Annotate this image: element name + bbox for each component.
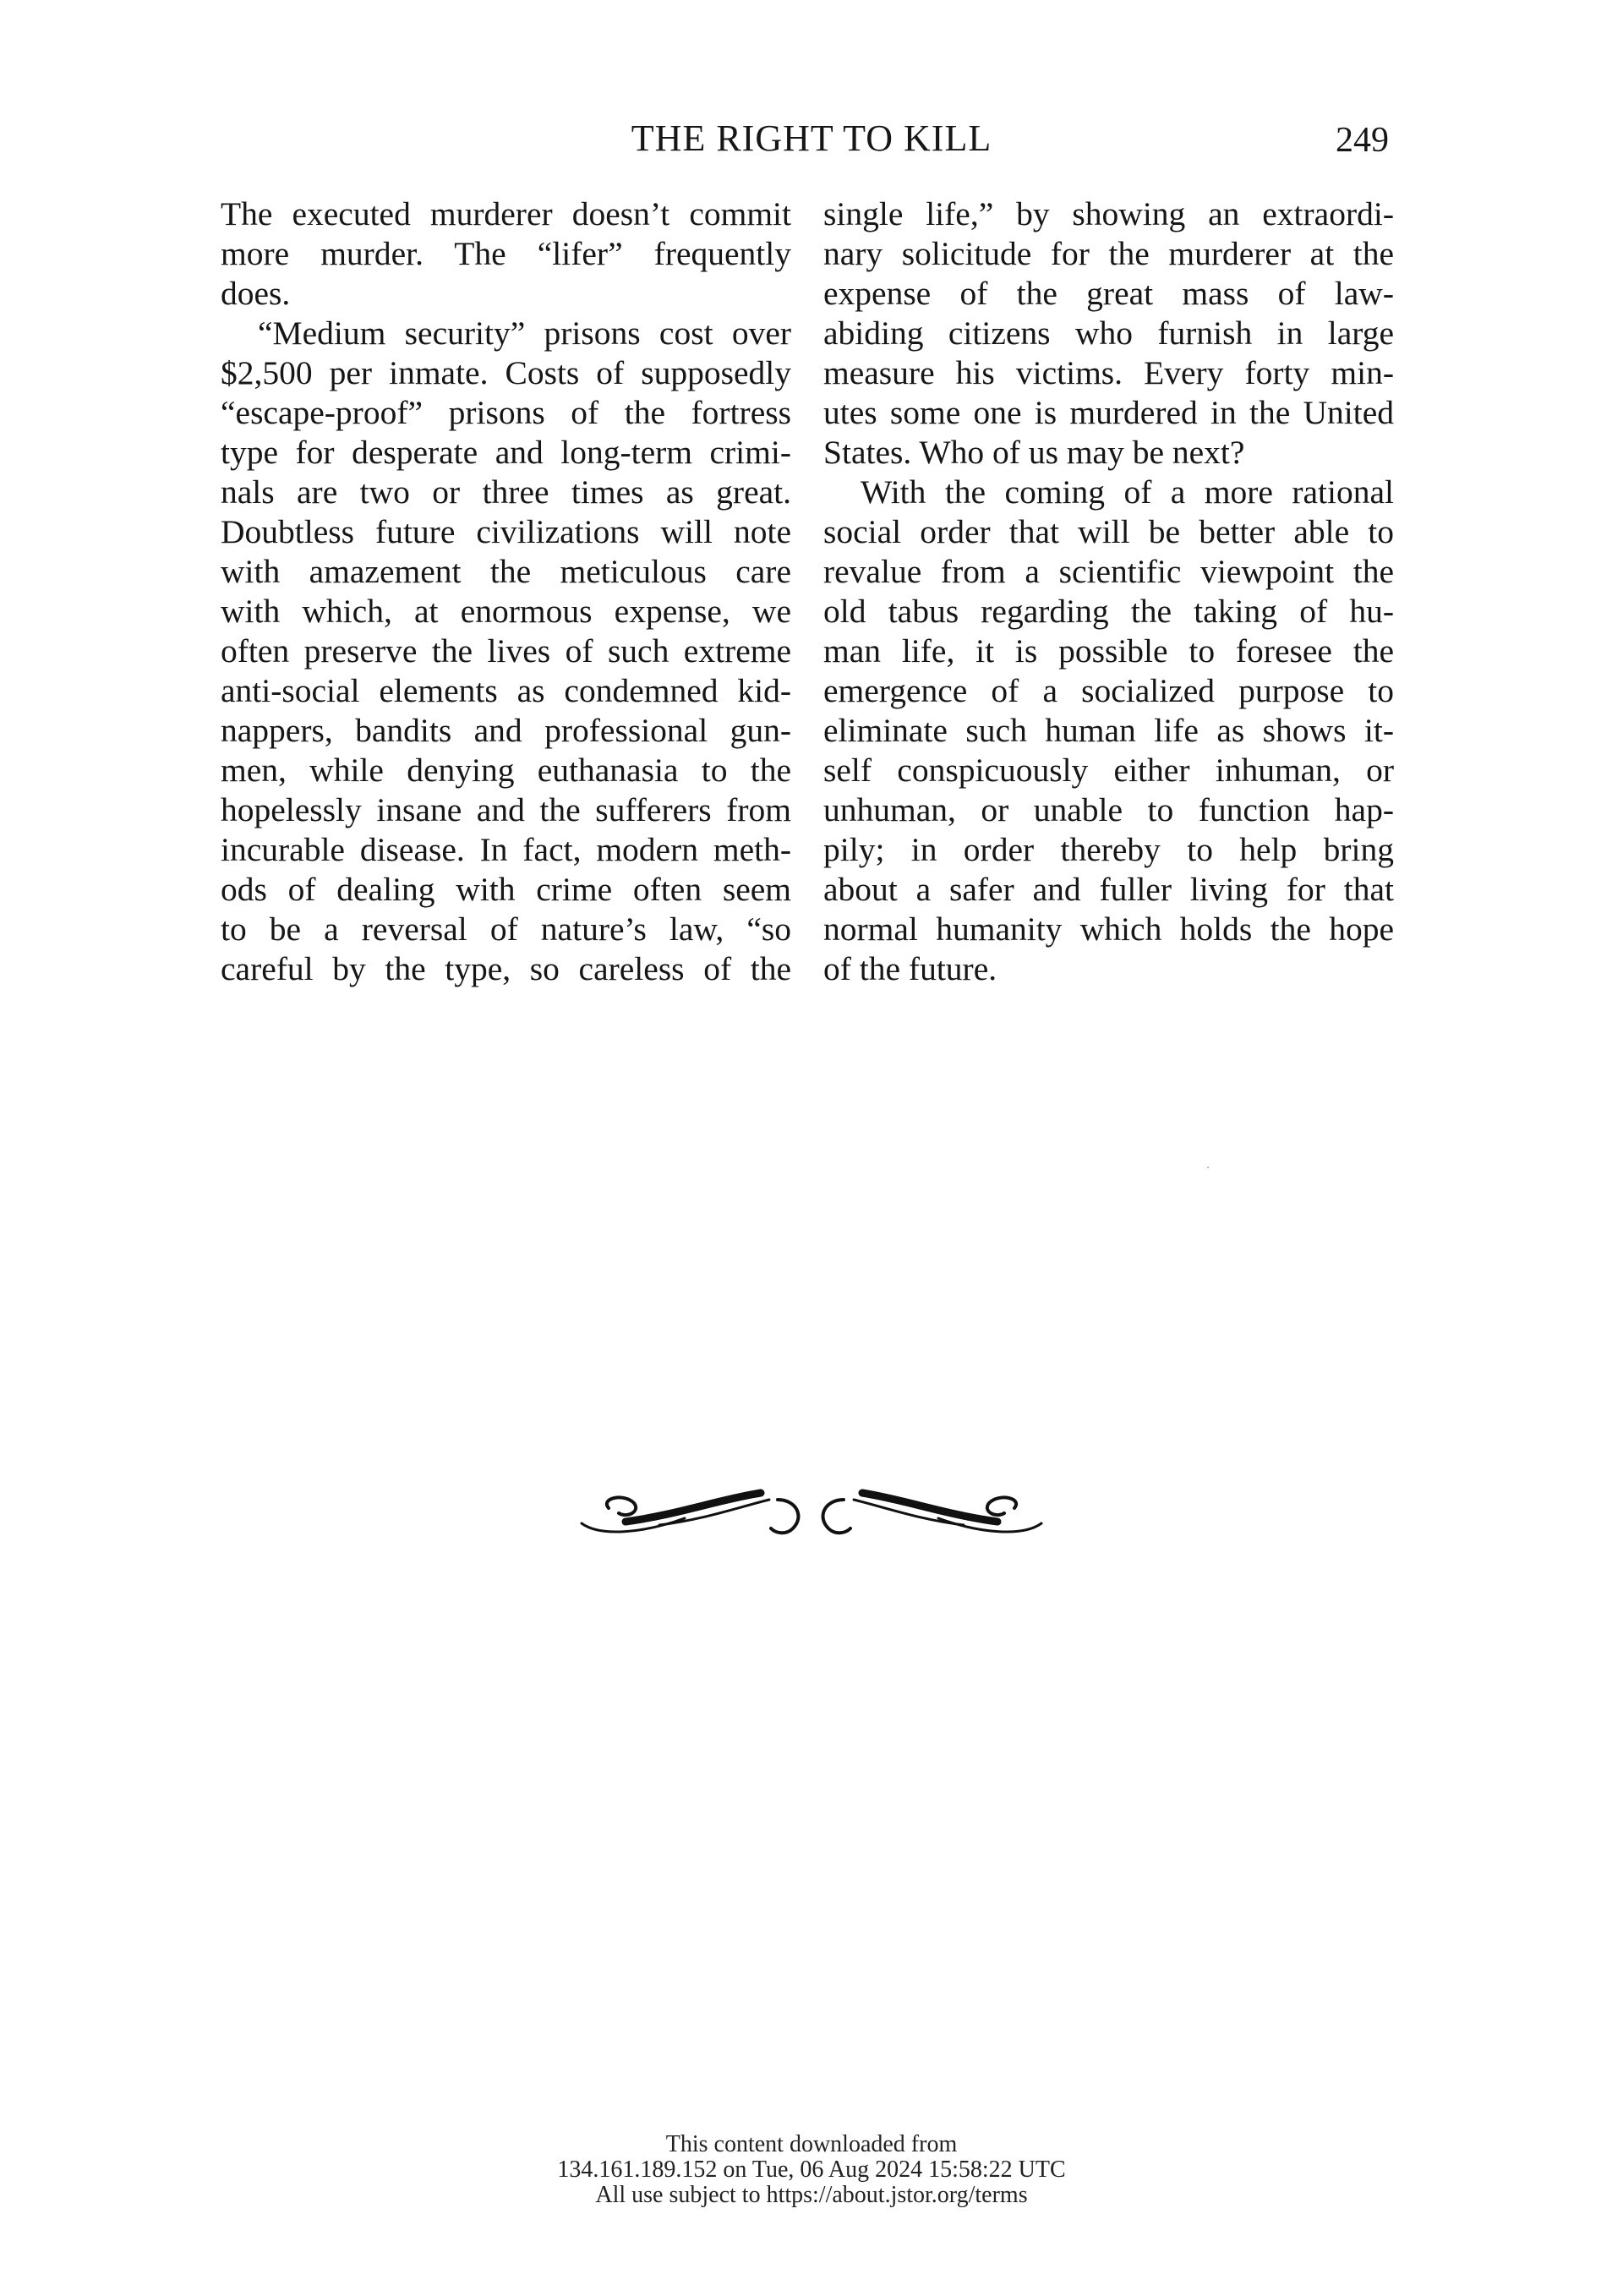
text-line: man life, it is possible to foresee the <box>823 632 1394 670</box>
text-line: abiding citizens who furnish in large <box>823 314 1394 352</box>
text-line: measure his victims. Every forty min- <box>823 354 1394 391</box>
text-line: “Medium security” prisons cost over <box>258 314 791 352</box>
right-column <box>823 194 1394 989</box>
text-line: pily; in order thereby to help bring <box>823 831 1394 868</box>
text-line: States. Who of us may be next? <box>823 434 1245 471</box>
text-line: old tabus regarding the taking of hu- <box>823 593 1394 630</box>
text-line: anti-social elements as condemned kid- <box>221 672 791 709</box>
download-notice-line: This content downloaded from <box>665 2131 958 2157</box>
text-line: to be a reversal of nature’s law, “so <box>221 910 791 948</box>
text-line: more murder. The “lifer” frequently <box>221 235 791 272</box>
text-line: of the future. <box>823 950 997 987</box>
text-line: With the coming of a more rational <box>861 473 1394 511</box>
text-line: nary solicitude for the murderer at the <box>823 235 1394 272</box>
running-title: THE RIGHT TO KILL <box>631 118 992 159</box>
text-line: careful by the type, so careless of the <box>221 950 791 987</box>
text-line: ods of dealing with crime often seem <box>221 871 791 908</box>
text-line: self conspicuously either inhuman, or <box>823 752 1394 789</box>
text-line: with which, at enormous expense, we <box>221 593 791 630</box>
text-line: revalue from a scientific viewpoint the <box>823 553 1394 590</box>
text-line: hopelessly insane and the sufferers from <box>221 791 791 828</box>
text-line: does. <box>221 275 291 312</box>
text-line: about a safer and fuller living for that <box>823 871 1394 908</box>
text-line: eliminate such human life as shows it- <box>823 712 1394 749</box>
text-line: with amazement the meticulous care <box>221 553 791 590</box>
download-notice-line: 134.161.189.152 on Tue, 06 Aug 2024 15:58:22 UTC <box>557 2157 1066 2183</box>
left-column <box>221 194 791 989</box>
text-line: normal humanity which holds the hope <box>823 910 1394 948</box>
text-line: single life,” by showing an extraordi- <box>823 195 1394 232</box>
text-line: type for desperate and long-term crimi- <box>221 434 791 471</box>
text-line: emergence of a socialized purpose to <box>823 672 1394 709</box>
scan-speck <box>1207 1167 1209 1168</box>
text-line: utes some one is murdered in the United <box>823 394 1394 431</box>
text-line: expense of the great mass of law- <box>823 275 1394 312</box>
text-line: nals are two or three times as great. <box>221 473 791 511</box>
text-line: “escape-proof” prisons of the fortress <box>221 394 791 431</box>
scroll-flourish-ornament-icon <box>575 1474 1048 1550</box>
text-line: The executed murderer doesn’t commit <box>221 195 791 232</box>
text-line: Doubtless future civilizations will note <box>221 513 791 550</box>
download-notice <box>0 2132 1623 2208</box>
text-line: nappers, bandits and professional gun- <box>221 712 791 749</box>
text-line: $2,500 per inmate. Costs of supposedly <box>221 354 791 391</box>
text-line: often preserve the lives of such extreme <box>221 632 791 670</box>
terms-link[interactable]: All use subject to https://about.jstor.org/terms <box>595 2182 1028 2208</box>
text-line: social order that will be better able to <box>823 513 1394 550</box>
text-line: unhuman, or unable to function hap- <box>823 791 1394 828</box>
text-line: incurable disease. In fact, modern meth- <box>221 831 791 868</box>
text-line: men, while denying euthanasia to the <box>221 752 791 789</box>
page-number: 249 <box>1336 121 1389 160</box>
